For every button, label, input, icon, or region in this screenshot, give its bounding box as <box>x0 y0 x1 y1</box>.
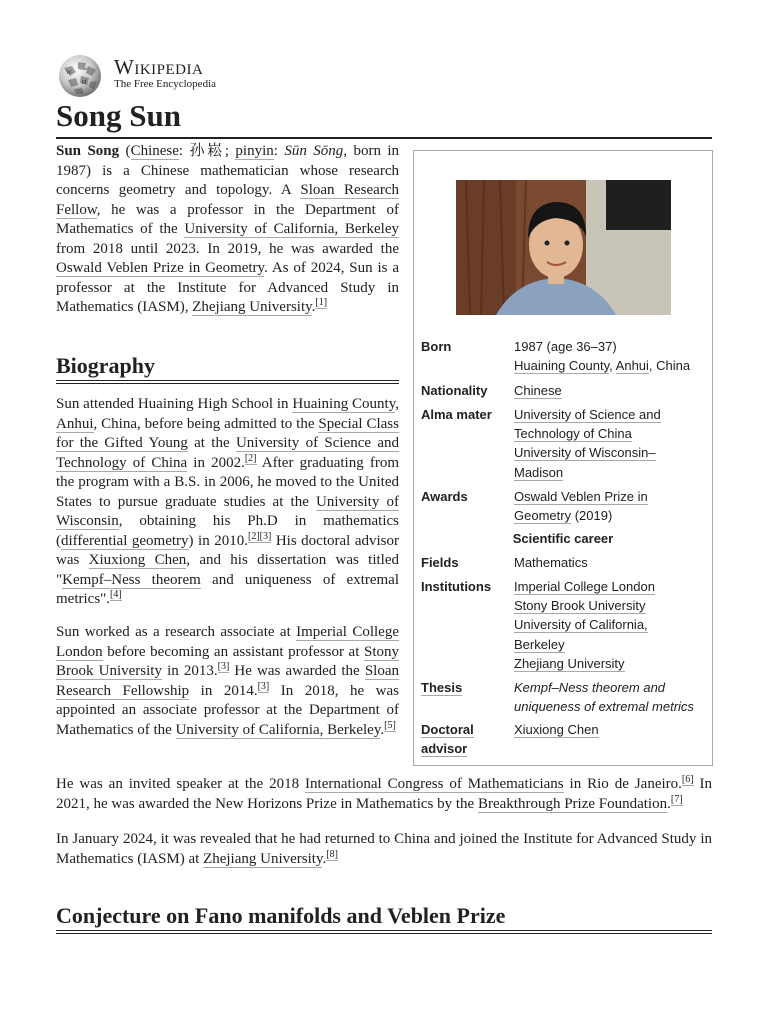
site-tagline: The Free Encyclopedia <box>114 78 217 90</box>
link-special-class[interactable]: Special Class for the Gifted Young <box>56 415 399 451</box>
link-inst-imperial[interactable]: Imperial College London <box>514 579 655 594</box>
link-pinyin[interactable]: pinyin <box>235 143 274 159</box>
link-alma-uw[interactable]: University of Wisconsin– <box>514 445 656 461</box>
citation-6[interactable]: [6] <box>681 774 694 785</box>
citation-5[interactable]: [5] <box>384 719 396 731</box>
biography-paragraph-1: Sun attended Huaining High School in Huaining County, Anhui, China, before being admitted to the Special Class for the Gifted Young at the University of Science and Technology of China in 2002.[2] After graduating from the program with a B.S. in 2006, he moved to the United States to pursue graduate studies at the University of Wisconsin, obtaining his Ph.D in mathematics (differential geometry) in 2010.[2][3] His doctoral advisor was Xiuxiong Chen, and his dissertation was titled "Kempf–Ness theorem and uniqueness of extremal metrics".[4] <box>56 396 400 607</box>
link-huaining-county[interactable]: Huaining County <box>292 396 396 412</box>
svg-text:И: И <box>82 80 87 86</box>
infobox: Born 1987 (age 36–37) Huaining County, Anhui, China Nationality Chinese Alma mater University of Science and Technology of China University of Wisconsin– Madison Awards Oswald Veblen Prize in Geometry (2019) Scientific career Fields Mathematics Institutions Imperial College London Stony Brook University University of California, Berkeley Zhejiang University Thesis Kempf–Ness theorem and uniqueness of extremal metrics Doctoral advisor Xiuxiong Chen <box>413 150 713 766</box>
link-stony-brook[interactable]: Stony Brook University <box>56 643 399 679</box>
link-alma-ustc[interactable]: University of Science and <box>514 407 661 422</box>
link-alma-ustc-2[interactable]: Technology of China <box>514 426 632 442</box>
link-inst-ucb-2[interactable]: Berkeley <box>514 636 565 652</box>
link-inst-zju[interactable]: Zhejiang University <box>514 655 625 671</box>
subject-name: Sun Song <box>56 143 120 159</box>
lead-paragraph: Sun Song (Chinese: 孙崧; pinyin: Sūn Sōng, born in 1987) is a Chinese mathematician whose research concerns geometry and topology. A Sloan Research Fellow, he was a professor in the Department of Mathematics of the University of California, Berkeley from 2018 until 2023. In 2019, he was awarded the Oswald Veblen Prize in Geometry. As of 2024, Sun is a professor at the Institute for Advanced Study in Mathematics (IASM), Zhejiang University.[1] <box>56 143 400 315</box>
link-anhui[interactable]: Anhui <box>56 415 94 432</box>
wordmark[interactable] <box>114 56 216 90</box>
link-uc-berkeley-2[interactable]: University of California, Berkeley <box>175 721 381 738</box>
page-title: Song Sun <box>56 98 181 133</box>
alma-mater-label: Alma mater <box>421 407 492 422</box>
fields-label: Fields <box>421 555 459 570</box>
link-inst-ucb[interactable]: University of California, <box>514 617 648 633</box>
link-breakthrough-prize[interactable]: Breakthrough Prize Foundation <box>477 795 668 812</box>
link-award-veblen-2[interactable]: Geometry <box>514 508 572 524</box>
born-date: 1987 (age 36–37) <box>514 339 617 354</box>
link-kempf-ness[interactable]: Kempf–Ness theorem <box>62 571 201 588</box>
link-born-huaining[interactable]: Huaining County <box>514 358 610 374</box>
wikipedia-globe-logo[interactable] <box>56 54 104 98</box>
title-underline <box>56 137 712 139</box>
institutions-label: Institutions <box>421 579 492 594</box>
link-zhejiang-university-2[interactable]: Zhejiang University <box>203 850 323 867</box>
svg-text:W: W <box>66 70 72 76</box>
link-sloan-fellow[interactable]: Sloan Research Fellow <box>56 182 399 218</box>
nationality-label: Nationality <box>421 383 488 398</box>
fields-value: Mathematics <box>514 555 588 570</box>
citation-3a[interactable]: [3] <box>217 661 230 672</box>
link-doctoral-advisor[interactable]: Doctoral <box>421 722 474 737</box>
link-sloan-fellowship[interactable]: Sloan Research Fellowship <box>56 663 399 699</box>
scientific-career-heading: Scientific career <box>512 531 614 546</box>
citation-2-3[interactable]: [2][3] <box>247 530 272 542</box>
link-icm[interactable]: International Congress of Mathematicians <box>305 776 564 792</box>
conjecture-heading-rule <box>56 930 712 934</box>
link-chinese-language[interactable]: Chinese <box>130 143 179 159</box>
link-award-veblen[interactable]: Oswald Veblen Prize in <box>514 489 648 504</box>
biography-paragraph-2: Sun worked as a research associate at Imperial College London before becoming an assistant professor at Stony Brook University in 2013.[3] He was awarded the Sloan Research Fellowship in 2014.[3] In 2018, he was appointed an associate professor at the Department of Mathematics of the University of California, Berkeley.[5] <box>56 624 400 738</box>
link-zhejiang-university[interactable]: Zhejiang University <box>192 299 312 315</box>
portrait-illustration <box>456 180 671 315</box>
thesis-title-2: uniqueness of extremal metrics <box>514 699 694 715</box>
link-uc-berkeley[interactable]: University of California, Berkeley <box>184 221 400 237</box>
biography-paragraph-4: In January 2024, it was revealed that he had returned to China and joined the Institute for Advanced Study in Mathematics (IASM) at Zhejiang University.[8] <box>56 831 712 867</box>
biography-heading: Biography <box>56 353 156 378</box>
conjecture-heading: Conjecture on Fano manifolds and Veblen Prize <box>56 903 506 928</box>
biography-paragraph-3: He was an invited speaker at the 2018 International Congress of Mathematicians in Rio de Janeiro.[6] In 2021, he was awarded the New Horizons Prize in Mathematics by the Breakthrough Prize Foundation.[7] <box>56 774 713 812</box>
link-ustc[interactable]: University of Science and Technology of China <box>56 435 399 471</box>
link-nationality[interactable]: Chinese <box>514 383 562 398</box>
link-differential-geometry[interactable]: differential geometry <box>61 532 189 549</box>
thesis-title-1: Kempf–Ness theorem and <box>514 680 666 695</box>
link-xiuxiong-chen[interactable]: Xiuxiong Chen <box>88 552 187 568</box>
link-inst-stony-brook[interactable]: Stony Brook University <box>514 598 646 614</box>
citation-4[interactable]: [4] <box>110 589 122 600</box>
link-advisor-chen[interactable]: Xiuxiong Chen <box>514 722 599 737</box>
pinyin-name: Sūn Sōng <box>284 143 344 159</box>
citation-1[interactable]: [1] <box>315 297 328 308</box>
born-label: Born <box>421 339 452 354</box>
link-alma-uw-2[interactable]: Madison <box>514 464 564 480</box>
citation-3b[interactable]: [3] <box>257 680 270 692</box>
awards-label: Awards <box>421 489 468 504</box>
chinese-name: 孙崧 <box>189 143 225 159</box>
link-imperial-college[interactable]: Imperial College London <box>56 624 399 660</box>
link-uw[interactable]: University of Wisconsin <box>56 493 399 529</box>
portrait-photo[interactable] <box>456 180 671 315</box>
site-name: Wikipedia <box>114 55 204 79</box>
link-doctoral-advisor-2[interactable]: advisor <box>421 741 468 756</box>
biography-heading-rule <box>56 380 399 384</box>
citation-8[interactable]: [8] <box>326 848 338 860</box>
citation-7[interactable]: [7] <box>670 793 683 805</box>
citation-2[interactable]: [2] <box>244 452 257 464</box>
link-thesis[interactable]: Thesis <box>421 680 463 695</box>
link-born-anhui[interactable]: Anhui <box>615 358 649 374</box>
svg-text:ω: ω <box>84 67 88 72</box>
link-veblen-prize[interactable]: Oswald Veblen Prize in Geometry <box>56 260 265 276</box>
